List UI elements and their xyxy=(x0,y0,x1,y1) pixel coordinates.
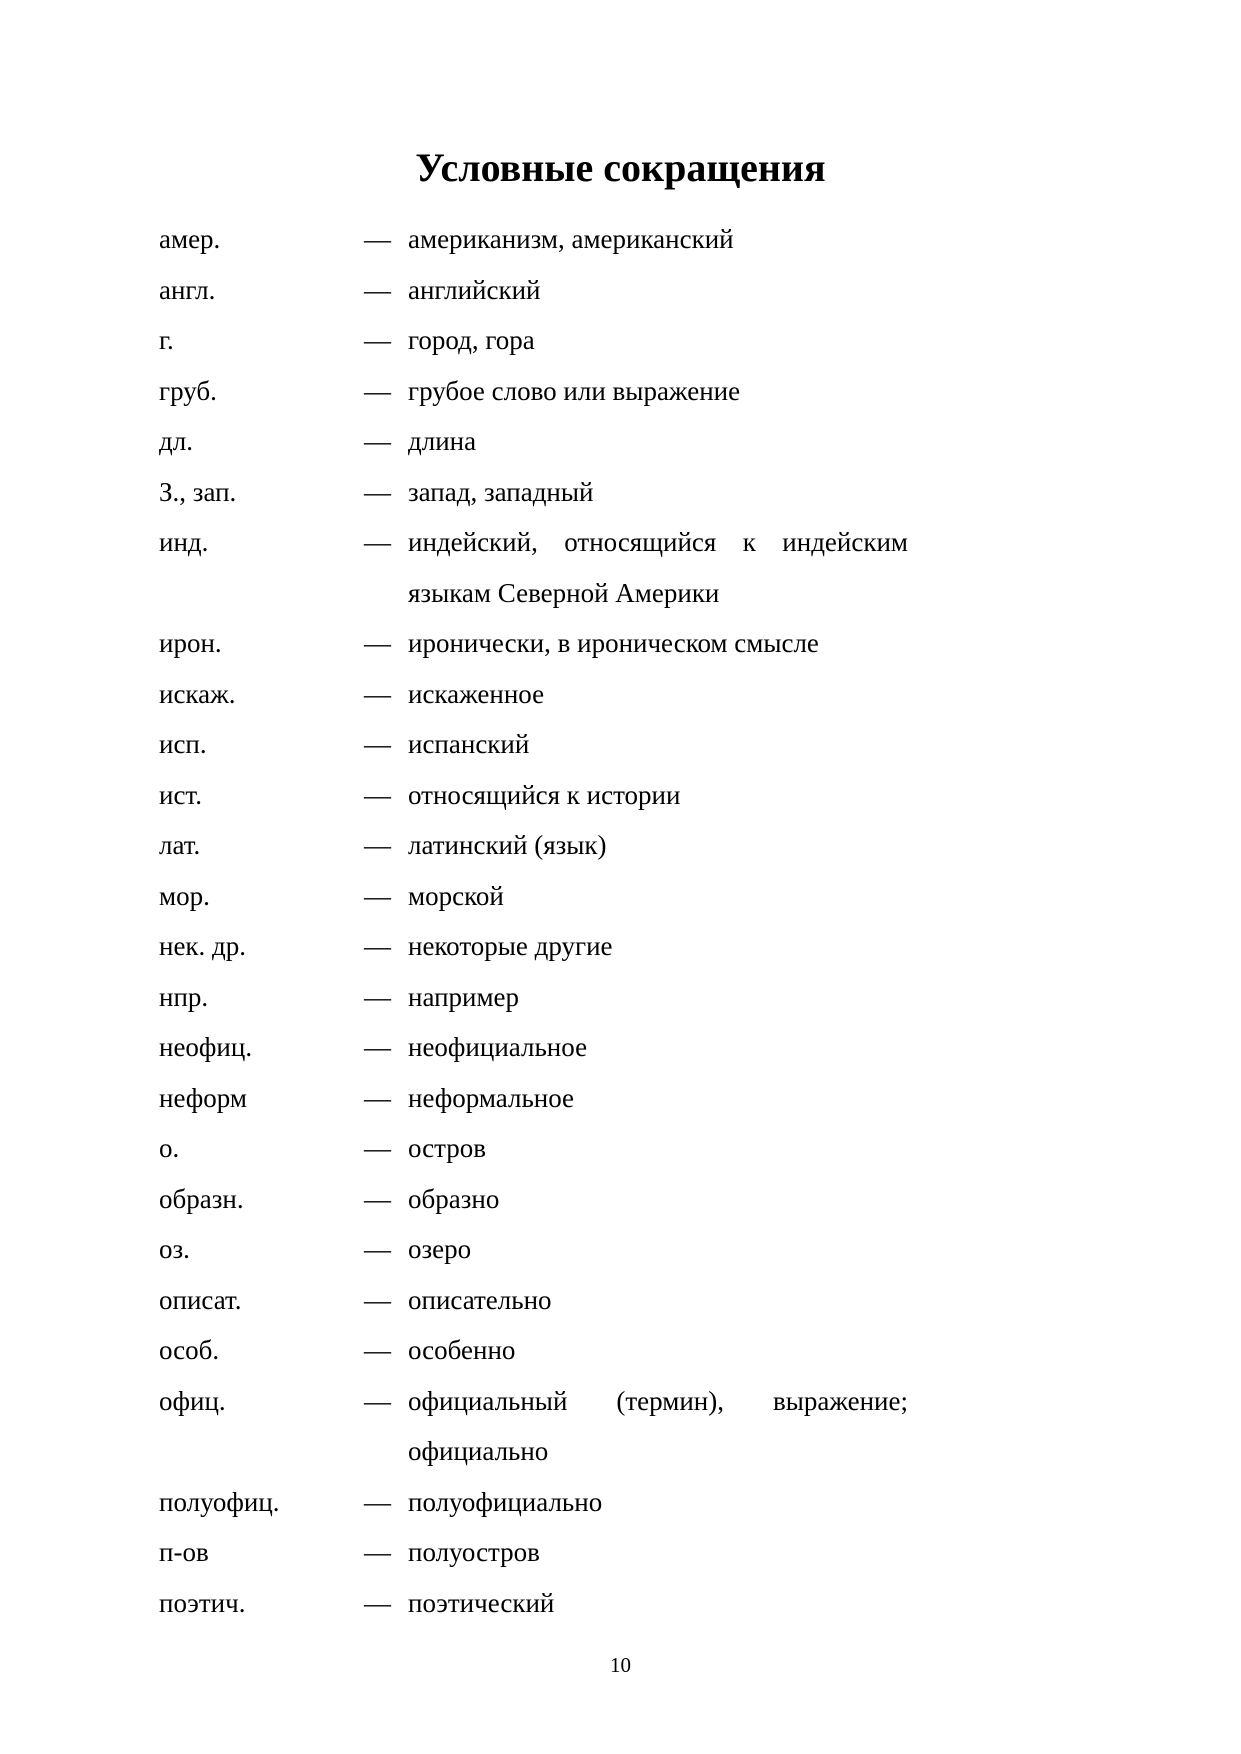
abbreviation: поэтич. xyxy=(159,1587,246,1618)
list-item xyxy=(0,1376,1241,1477)
abbreviation: о. xyxy=(159,1133,180,1163)
dash-separator: — xyxy=(364,880,391,911)
meaning: неофициальное xyxy=(408,1032,588,1062)
list-item xyxy=(0,921,1241,972)
dash-separator: — xyxy=(364,1032,391,1062)
meaning: относящийся к истории xyxy=(408,779,681,810)
list-item xyxy=(0,1477,1241,1528)
meaning: особенно xyxy=(408,1335,516,1365)
meaning: город, гора xyxy=(408,325,535,355)
meaning: иронически, в ироническом смысле xyxy=(408,628,819,658)
dash-separator: — xyxy=(364,678,391,709)
dash-separator: — xyxy=(364,1234,391,1264)
list-item xyxy=(0,467,1241,518)
list-item xyxy=(0,416,1241,467)
meaning: например xyxy=(408,981,520,1012)
abbreviation: мор. xyxy=(159,880,210,911)
dash-separator: — xyxy=(364,375,391,406)
dash-separator: — xyxy=(364,1284,391,1315)
list-item xyxy=(0,214,1241,265)
meaning: неформальное xyxy=(408,1082,575,1113)
dash-separator: — xyxy=(364,931,391,961)
meaning: индейский, относящийся к индейским языкам Северной Америки xyxy=(408,527,908,608)
abbreviation: англ. xyxy=(159,274,216,305)
dash-separator: — xyxy=(364,628,391,658)
meaning: морской xyxy=(408,880,504,911)
dash-separator: — xyxy=(364,1486,391,1517)
abbreviation: дл. xyxy=(159,426,193,456)
meaning: английский xyxy=(408,274,541,305)
list-item xyxy=(0,265,1241,316)
meaning: запад, западный xyxy=(408,476,594,507)
meaning: полуофициально xyxy=(408,1486,603,1517)
dash-separator: — xyxy=(364,426,391,456)
dash-separator: — xyxy=(364,1133,391,1163)
meaning: озеро xyxy=(408,1234,472,1264)
page-number: 10 xyxy=(610,1653,631,1677)
abbreviation: груб. xyxy=(159,375,217,406)
abbreviation: г. xyxy=(159,325,174,355)
meaning: испанский xyxy=(408,729,530,759)
abbreviation: образн. xyxy=(159,1183,244,1214)
abbreviation: описат. xyxy=(159,1284,242,1315)
meaning: официальный (термин), выражение; официально xyxy=(408,1385,908,1466)
abbreviation: искаж. xyxy=(159,678,236,709)
meaning: описательно xyxy=(408,1284,552,1315)
dash-separator: — xyxy=(364,729,391,759)
dash-separator: — xyxy=(364,1385,391,1416)
dash-separator: — xyxy=(364,1587,391,1618)
list-item xyxy=(0,972,1241,1023)
list-item xyxy=(0,871,1241,922)
dash-separator: — xyxy=(364,1082,391,1113)
dash-separator: — xyxy=(364,1335,391,1365)
abbreviation: лат. xyxy=(159,830,201,860)
list-item xyxy=(0,1527,1241,1578)
meaning: некоторые другие xyxy=(408,931,613,961)
list-item xyxy=(0,315,1241,366)
list-item xyxy=(0,366,1241,417)
dash-separator: — xyxy=(364,476,391,507)
meaning: американизм, американский xyxy=(408,224,734,254)
dash-separator: — xyxy=(364,224,391,254)
list-item xyxy=(0,1325,1241,1376)
meaning: латинский (язык) xyxy=(408,830,607,860)
list-item xyxy=(0,1224,1241,1275)
list-item xyxy=(0,618,1241,669)
abbreviation: п-ов xyxy=(159,1537,209,1567)
meaning: грубое слово или выражение xyxy=(408,375,741,406)
meaning: образно xyxy=(408,1183,500,1214)
list-item xyxy=(0,1275,1241,1326)
dash-separator: — xyxy=(364,981,391,1012)
abbreviation: нпр. xyxy=(159,981,209,1012)
dash-separator: — xyxy=(364,325,391,355)
abbreviation: амер. xyxy=(159,224,221,254)
dash-separator: — xyxy=(364,1183,391,1214)
abbreviation: исп. xyxy=(159,729,207,759)
list-item xyxy=(0,1073,1241,1124)
meaning: поэтический xyxy=(408,1587,555,1618)
list-item xyxy=(0,1123,1241,1174)
list-item xyxy=(0,1578,1241,1629)
abbreviation: нек. др. xyxy=(159,931,247,961)
list-item xyxy=(0,1174,1241,1225)
list-item xyxy=(0,770,1241,821)
meaning: полуостров xyxy=(408,1537,540,1567)
page-title: Условные сокращения xyxy=(415,145,826,190)
abbreviation: оз. xyxy=(159,1234,190,1264)
abbreviation: ист. xyxy=(159,779,202,810)
abbreviation: неофиц. xyxy=(159,1032,253,1062)
abbreviation: инд. xyxy=(159,527,209,557)
dash-separator: — xyxy=(364,274,391,305)
meaning: длина xyxy=(408,426,477,456)
abbreviation: неформ xyxy=(159,1082,247,1113)
abbreviation: особ. xyxy=(159,1335,220,1365)
dash-separator: — xyxy=(364,1537,391,1567)
list-item xyxy=(0,820,1241,871)
abbreviation: полуофиц. xyxy=(159,1486,280,1517)
list-item xyxy=(0,719,1241,770)
list-item xyxy=(0,669,1241,720)
meaning: остров xyxy=(408,1133,487,1163)
dash-separator: — xyxy=(364,527,391,557)
abbreviation: офиц. xyxy=(159,1385,226,1416)
dash-separator: — xyxy=(364,779,391,810)
meaning: искаженное xyxy=(408,678,545,709)
abbreviation: З., зап. xyxy=(159,476,237,507)
list-item xyxy=(0,517,1241,618)
abbreviation-list xyxy=(0,214,1241,1628)
abbreviation: ирон. xyxy=(159,628,222,658)
dash-separator: — xyxy=(364,830,391,860)
list-item xyxy=(0,1022,1241,1073)
